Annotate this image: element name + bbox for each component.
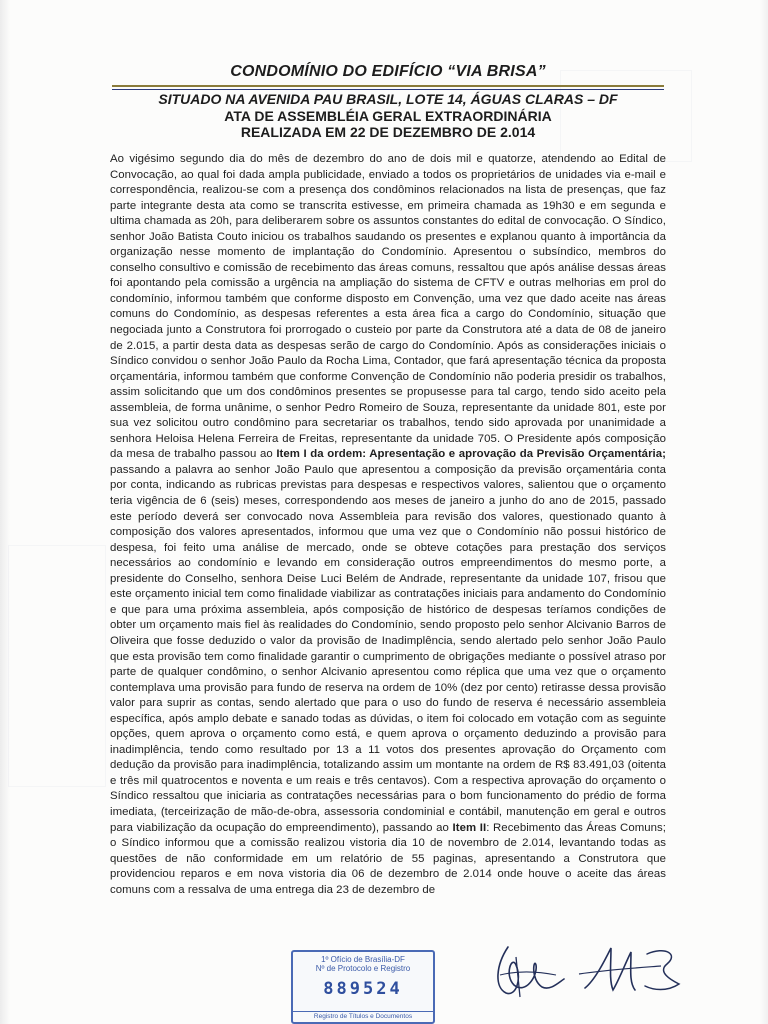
signature-1-icon [486,935,576,1005]
minutes-paragraph [110,152,666,898]
stamp-number: 889524 [323,979,403,999]
ata-date-heading: REALIZADA EM 22 DE DEZEMBRO DE 2.014 [240,124,536,140]
stamp-office: 1º Ofício de Brasília-DF [321,955,405,964]
stamp-footer: Registro de Títulos e Documentos [293,1011,433,1020]
document-title: CONDOMÍNIO DO EDIFÍCIO “VIA BRISA” [230,63,546,80]
registry-stamp [291,950,435,1024]
ata-heading: ATA DE ASSEMBLÉIA GERAL EXTRAORDINÁRIA [224,108,552,124]
signature-2-icon [575,940,685,1000]
page-left-edge [0,0,10,1024]
agenda-item-1-heading: Item I da ordem: Apresentação e aprovação da Previsão Orçamentária; [276,448,666,461]
document-subtitle: SITUADO NA AVENIDA PAU BRASIL, LOTE 14, ÁGUAS CLARAS – DF [158,91,618,107]
minutes-body [110,152,666,898]
stamp-protocol-label: Nº de Protocolo e Registro [315,964,411,973]
title-underline-secondary [112,89,664,90]
minutes-text-budget: passando a palavra ao senhor João Paulo que apresentou a composição da previsão orçamentária conta por conta, indicando as rubricas previstas para despesas e respectivos valores, salientou que o orçamento teria vigência de 6 (seis) meses, correspondendo aos meses de janeiro a junho do ano de 2015, passado este período deverá ser convocado nova Assembleia para revisão dos valores, questionado quanto à composição dos valores apresentados, informou que uma vez que o Condomínio não possui histórico de despesa, foi feito uma análise de mercado, onde se obteve cotações para prestação dos serviços necessários ao condomínio e levando em consideração outros empreendimentos do mesmo porte, a presidente do Conselho, senhora Deise Luci Belém de Andrade, representante da unidade 107, frisou que este orçamento inicial tem como finalidade viabilizar as contratações iniciais para andamento do Condomínio e que para uma próxima assembleia, após composição de histórico de despesas teríamos condições de obter um orçamento mais fiel às realidades do Condomínio, sendo proposto pelo senhor Alcivanio Barros de Oliveira que fosse deduzido o valor da provisão de Inadimplência, sendo alertado pelo senhor João Paulo que esta provisão tem como finalidade garantir o cumprimento de obrigações mediante o possível atraso por parte de qualquer condômino, o senhor Alcivanio apresentou como réplica que uma vez que o orçamento contemplava uma provisão para fundo de reserva na ordem de 10% (dez por cento) retirasse dessa provisão valor para suprir as contas, sendo alertado que para o uso do fundo de reserva é necessário assembleia específica, após amplo debate e sanado todas as dúvidas, o item foi colocado em votação com as seguinte opções, quem aprova o orçamento como está, e quem aprova o orçamento deduzindo a provisão para inadimplência, tendo como resultado por 13 a 11 votos dos presentes aprovação do Orçamento com dedução da provisão para inadimplência, totalizando assim um montante na ordem de R$ 83.491,03 (oitenta e três mil quatrocentos e noventa e um reais e três centavos). Com a respectiva aprovação do orçamento o Síndico ressaltou que iniciaria as contratações necessárias para o bom funcionamento do prédio de forma imediata, (terceirização de mão-de-obra, assessoria condominial e contábil, manutenção em geral e outros para viabilização da ocupação do empreendimento), passando ao [110,463,666,834]
agenda-item-2-heading: Item II [452,821,487,834]
page-right-edge [760,0,768,1024]
minutes-text-common-areas: : Recebimento das Áreas Comuns; o Síndico informou que a comissão realizou vistoria dia 10 de novembro de 2.014, levantando todas as questões de não conformidade em um relatório de 55 paginas, apresentando a Construtora que providenciou reparos e em nova vistoria dia 06 de dezembro de 2.014 onde houve o aceite das áreas comuns com a ressalva de uma entrega dia 23 de dezembro de [110,821,666,896]
title-underline [112,85,664,87]
show-through-mark [8,545,106,787]
minutes-text-opening: Ao vigésimo segundo dia do mês de dezembro do ano de dois mil e quatorze, atendendo ao Edital de Convocação, ao qual foi dada ampla publicidade, enviado a todos os proprietários de unidades via e-mail e correspondência, realizou-se com a presença dos condôminos relacionados na lista de presenças, que faz parte integrante desta ata como se transcrita estivesse, em primeira chamada as 19h30 e em segunda e ultima chamada as 20h, para deliberarem sobre os assuntos constantes do edital de convocação. O Síndico, senhor João Batista Couto iniciou os trabalhos saudando os presentes e explanou quanto à importância da organização nesse momento de implantação do Condomínio. Apresentou o subsíndico, membros do conselho consultivo e comissão de recebimento das áreas comuns, ressaltou que após análise dessas áreas foi apontando pela comissão a urgência na ampliação do sistema de CFTV e outras melhorias em prol do condomínio, informou também que conforme disposto em Convenção, uma vez que dado aceite nas áreas comuns do Condomínio, as despesas referentes a esta área fica a cargo do Condomínio, situação que negociada junto a Construtora foi prorrogado o custeio por parte da Construtora até a data de 08 de janeiro de 2.015, a partir desta data as despesas serão de cargo do Condomínio. Após as considerações iniciais o Síndico convidou o senhor João Paulo da Rocha Lima, Contador, que fará apresentação técnica da proposta orçamentária, informou também que conforme Convenção de Condomínio não poderia presidir os trabalhos, assim solicitando que um dos condôminos presentes se propusesse para tal cargo, tendo sido aceito pela assembleia, de forma unânime, o senhor Pedro Romeiro de Souza, representante da unidade 801, este por sua vez solicitou outro condômino para secretariar os trabalhos, tendo sido aprovada por unanimidade a senhora Heloisa Helena Ferreira de Freitas, representante da unidade 705. O Presidente após composição da mesa de trabalho passou ao [110,153,667,461]
